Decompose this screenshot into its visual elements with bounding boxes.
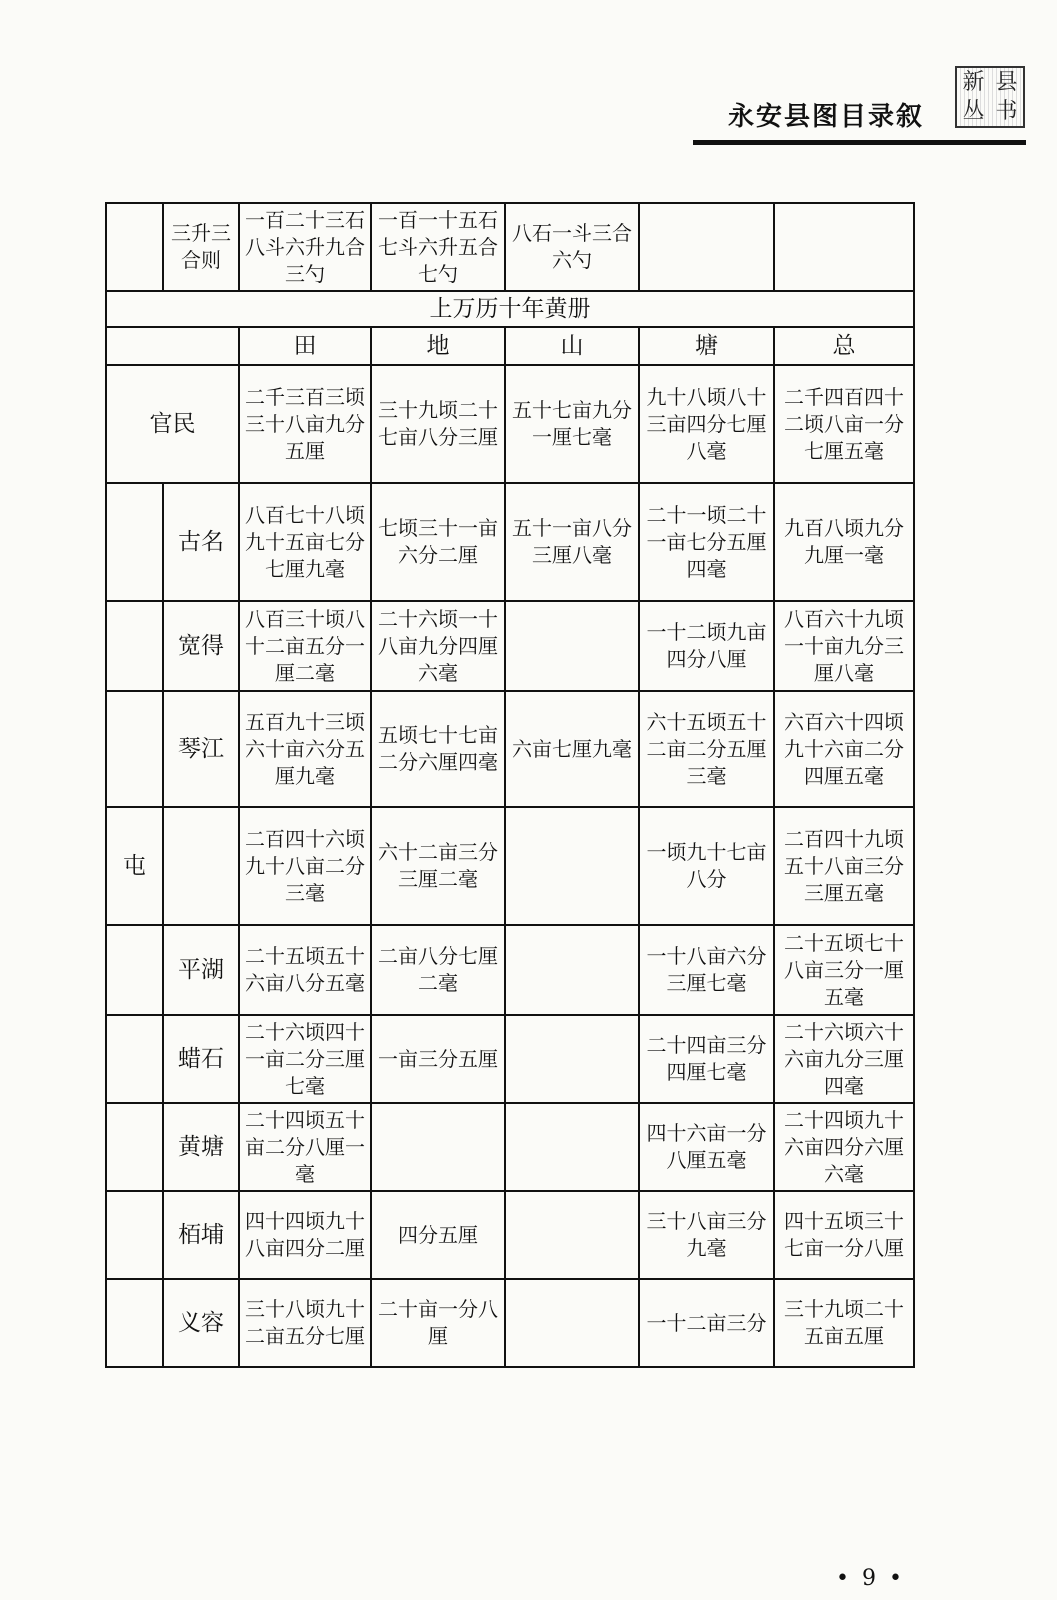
table-cell	[505, 601, 639, 691]
row-label: 栢埔	[163, 1191, 239, 1279]
group-label	[106, 1279, 163, 1367]
group-label	[106, 691, 163, 807]
table-cell: 二十四顷五十亩二分八厘一毫	[239, 1103, 371, 1191]
row-label: 三升三合则	[163, 203, 239, 291]
table-row	[106, 1103, 914, 1191]
table-row	[106, 365, 914, 483]
row-label: 黄塘	[163, 1103, 239, 1191]
table-cell: 一百二十三石八斗六升九合三勺	[239, 203, 371, 291]
section-title-row	[106, 291, 914, 327]
table-cell: 八石一斗三合六勺	[505, 203, 639, 291]
group-label	[106, 1015, 163, 1103]
table-cell: 一十八亩六分三厘七毫	[639, 925, 774, 1015]
table-cell: 二千四百四十二顷八亩一分七厘五毫	[774, 365, 914, 483]
row-label: 义容	[163, 1279, 239, 1367]
table-cell: 七顷三十一亩六分二厘	[371, 483, 505, 601]
column-header-tian: 田	[239, 327, 371, 365]
table-cell: 二十一顷二十一亩七分五厘四毫	[639, 483, 774, 601]
row-label: 古名	[163, 483, 239, 601]
table-cell: 一百一十五石七斗六升五合七勺	[371, 203, 505, 291]
table-cell: 五顷七十七亩二分六厘四毫	[371, 691, 505, 807]
table-row	[106, 601, 914, 691]
seal-char: 新	[962, 69, 985, 95]
table-row	[106, 1191, 914, 1279]
page-number: • 9 •	[836, 1566, 905, 1591]
table-cell: 二百四十九顷五十八亩三分三厘五毫	[774, 807, 914, 925]
table-cell: 六十五顷五十二亩二分五厘三毫	[639, 691, 774, 807]
group-label	[106, 925, 163, 1015]
table-cell: 二十六顷一十八亩九分四厘六毫	[371, 601, 505, 691]
column-header-tang: 塘	[639, 327, 774, 365]
table-cell: 八百七十八顷九十五亩七分七厘九毫	[239, 483, 371, 601]
table-cell: 一顷九十七亩八分	[639, 807, 774, 925]
section-title: 上万历十年黄册	[106, 291, 914, 327]
row-label	[163, 807, 239, 925]
group-label: 屯	[106, 807, 163, 925]
table-cell: 三十九顷二十七亩八分三厘	[371, 365, 505, 483]
table-row	[106, 1279, 914, 1367]
row-label: 宽得	[163, 601, 239, 691]
table-cell	[505, 1191, 639, 1279]
table-cell: 二百四十六顷九十八亩二分三毫	[239, 807, 371, 925]
seal-char: 书	[995, 98, 1018, 124]
table-cell: 五十一亩八分三厘八毫	[505, 483, 639, 601]
table-cell	[505, 925, 639, 1015]
table-cell: 一十二亩三分	[639, 1279, 774, 1367]
table-cell	[106, 203, 163, 291]
table-cell: 五十七亩九分一厘七毫	[505, 365, 639, 483]
table-cell: 九百八顷九分九厘一毫	[774, 483, 914, 601]
header-blank	[106, 327, 239, 365]
table-cell: 二十四亩三分四厘七毫	[639, 1015, 774, 1103]
table-cell: 六亩七厘九毫	[505, 691, 639, 807]
group-label: 官民	[106, 365, 239, 483]
table-cell: 六百六十四顷九十六亩二分四厘五毫	[774, 691, 914, 807]
land-register-table	[105, 202, 915, 1368]
table-cell: 二十五顷七十八亩三分一厘五毫	[774, 925, 914, 1015]
table-row	[106, 925, 914, 1015]
row-label: 平湖	[163, 925, 239, 1015]
table-cell: 一十二顷九亩四分八厘	[639, 601, 774, 691]
table-row	[106, 807, 914, 925]
table-cell: 四十四顷九十八亩四分二厘	[239, 1191, 371, 1279]
header-rule	[693, 140, 1026, 145]
table-cell	[505, 1279, 639, 1367]
group-label	[106, 601, 163, 691]
table-row	[106, 691, 914, 807]
table-row	[106, 1015, 914, 1103]
table-cell: 一亩三分五厘	[371, 1015, 505, 1103]
table-cell: 四十六亩一分八厘五毫	[639, 1103, 774, 1191]
table-row	[106, 483, 914, 601]
group-label	[106, 1103, 163, 1191]
table-cell: 三十八亩三分九毫	[639, 1191, 774, 1279]
table-cell: 二十四顷九十六亩四分六厘六毫	[774, 1103, 914, 1191]
column-header-row	[106, 327, 914, 365]
running-header-title: 永安县图目录叙	[728, 102, 925, 132]
table-cell: 八百六十九顷一十亩九分三厘八毫	[774, 601, 914, 691]
table-cell	[505, 1103, 639, 1191]
group-label	[106, 483, 163, 601]
table-cell: 八百三十顷八十二亩五分一厘二毫	[239, 601, 371, 691]
table-cell: 四十五顷三十七亩一分八厘	[774, 1191, 914, 1279]
seal-stamp	[955, 66, 1025, 128]
column-header-zong: 总	[774, 327, 914, 365]
table-cell	[505, 1015, 639, 1103]
row-label: 蜡石	[163, 1015, 239, 1103]
table-cell: 二十六顷六十六亩九分三厘四毫	[774, 1015, 914, 1103]
table-cell: 六十二亩三分三厘二毫	[371, 807, 505, 925]
group-label	[106, 1191, 163, 1279]
column-header-shan: 山	[505, 327, 639, 365]
table-cell: 二亩八分七厘二毫	[371, 925, 505, 1015]
table-cell: 二十六顷四十一亩二分三厘七毫	[239, 1015, 371, 1103]
table-cell: 九十八顷八十三亩四分七厘八毫	[639, 365, 774, 483]
table-cell	[505, 807, 639, 925]
table-cell	[774, 203, 914, 291]
table-cell	[639, 203, 774, 291]
seal-char: 丛	[962, 98, 985, 124]
table-cell: 二十亩一分八厘	[371, 1279, 505, 1367]
table-cell: 四分五厘	[371, 1191, 505, 1279]
table-cell: 五百九十三顷六十亩六分五厘九毫	[239, 691, 371, 807]
seal-char: 县	[995, 69, 1018, 95]
table-cell: 三十九顷二十五亩五厘	[774, 1279, 914, 1367]
column-header-di: 地	[371, 327, 505, 365]
table-cell: 二千三百三顷三十八亩九分五厘	[239, 365, 371, 483]
table-cell: 三十八顷九十二亩五分七厘	[239, 1279, 371, 1367]
table-cell: 二十五顷五十六亩八分五毫	[239, 925, 371, 1015]
table-cell	[371, 1103, 505, 1191]
row-label: 琴江	[163, 691, 239, 807]
table-row	[106, 203, 914, 291]
